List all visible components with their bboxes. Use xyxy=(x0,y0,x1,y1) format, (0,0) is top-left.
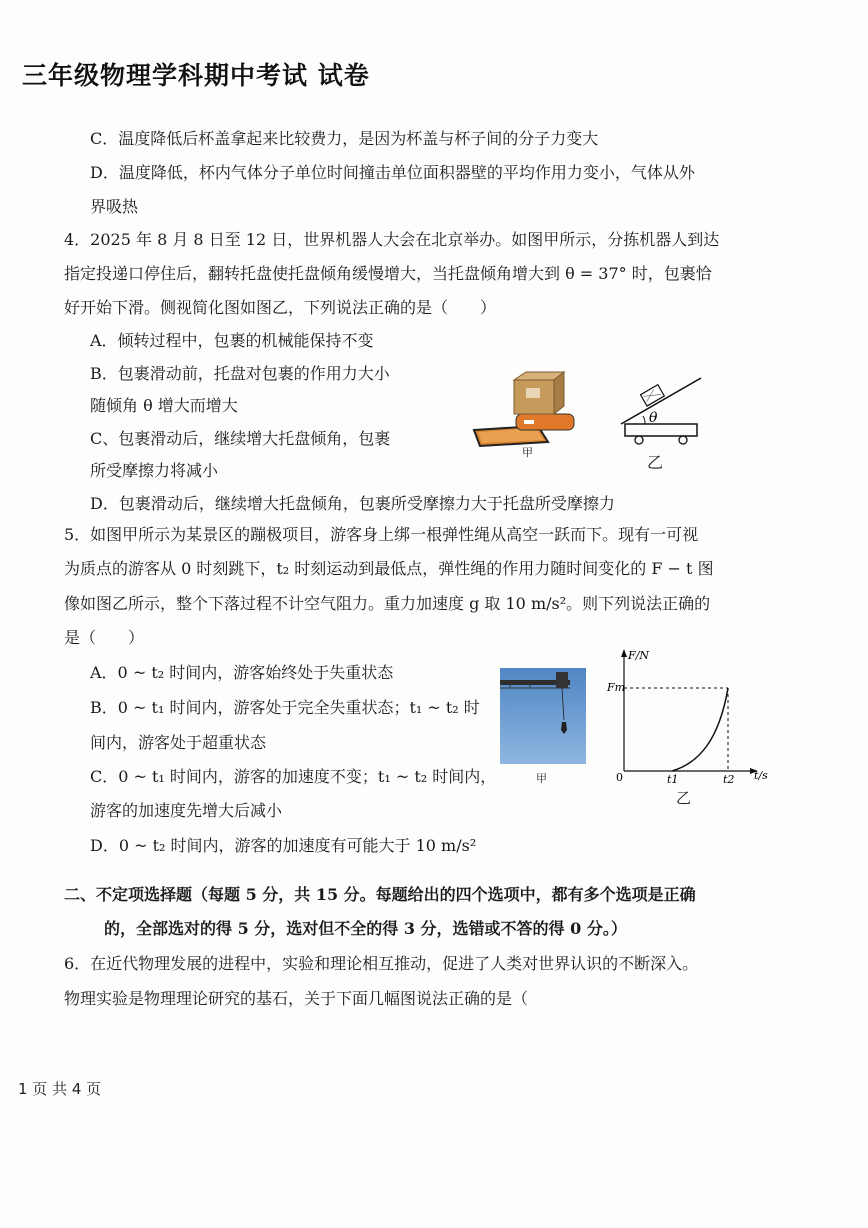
q5-stem-line4: 是（ ） xyxy=(64,628,145,647)
section2-heading-line1: 二、不定项选择题（每题 5 分，共 15 分。每题给出的四个选项中，都有多个选项是正确 xyxy=(64,885,696,904)
q5-stem-line3: 像如图乙所示，整个下落过程不计空气阻力。重力加速度 g 取 10 m/s²。则下列说法正确的 xyxy=(64,594,711,613)
q4-option-b-line2: 随倾角 θ 增大而增大 xyxy=(90,396,238,415)
x-axis-label: t/s xyxy=(754,769,768,782)
q5-option-d: D．0 ~ t₂ 时间内，游客的加速度有可能大于 10 m/s² xyxy=(90,836,477,855)
bungee-photo xyxy=(500,668,586,764)
q4-figure-jia-label: 甲 xyxy=(522,446,533,459)
q4-stem-line1: 4．2025 年 8 月 8 日至 12 日，世界机器人大会在北京举办。如图甲所示，分拣机器人到达 xyxy=(64,230,720,249)
q4-option-c-line2: 所受摩擦力将减小 xyxy=(90,461,219,480)
q4-figure-yi-label: 乙 xyxy=(647,453,664,472)
fm-label: Fm xyxy=(607,681,626,694)
q4-stem-line3: 好开始下滑。侧视简化图如图乙，下列说法正确的是（ ） xyxy=(64,298,497,317)
q4-option-c-line1: C、包裹滑动后，继续增大托盘倾角，包裹 xyxy=(90,429,391,448)
q5-option-c-line2: 游客的加速度先增大后减小 xyxy=(90,801,283,820)
t1-label: t1 xyxy=(667,773,679,785)
q4-option-b-line1: B．包裹滑动前，托盘对包裹的作用力大小 xyxy=(90,364,390,383)
q4-theta-label: θ xyxy=(649,410,658,426)
q5-option-c-line1: C．0 ~ t₁ 时间内，游客的加速度不变；t₁ ~ t₂ 时间内， xyxy=(90,767,497,786)
incline-diagram xyxy=(615,372,710,447)
q5-figure-jia xyxy=(500,668,586,784)
q6-stem-line2: 物理实验是物理理论研究的基石，关于下面几幅图说法正确的是（ xyxy=(64,989,529,1008)
force-curve xyxy=(672,688,728,771)
q4-option-a: A．倾转过程中，包裹的机械能保持不变 xyxy=(90,331,374,350)
q5-option-a: A．0 ~ t₂ 时间内，游客始终处于失重状态 xyxy=(90,663,394,682)
q3-option-c: C．温度降低后杯盖拿起来比较费力，是因为杯盖与杯子间的分子力变大 xyxy=(90,129,599,148)
q6-stem-line1: 6．在近代物理发展的进程中，实验和理论相互推动，促进了人类对世界认识的不断深入。 xyxy=(64,954,699,973)
force-time-graph xyxy=(604,645,780,785)
q3-option-d-line1: D．温度降低，杯内气体分子单位时间撞击单位面积器壁的平均作用力变小，气体从外 xyxy=(90,163,695,182)
q5-option-b-line1: B．0 ~ t₁ 时间内，游客处于完全失重状态；t₁ ~ t₂ 时 xyxy=(90,698,480,717)
q4-stem-line2: 指定投递口停住后，翻转托盘使托盘倾角缓慢增大，当托盘倾角增大到 θ = 37° 时，包裹恰 xyxy=(64,264,712,283)
origin-label: 0 xyxy=(616,771,623,784)
q3-option-d-line2: 界吸热 xyxy=(90,197,139,216)
t2-label: t2 xyxy=(723,773,735,785)
q5-figure-yi xyxy=(604,645,780,810)
q5-stem-line2: 为质点的游客从 0 时刻跳下，t₂ 时刻运动到最低点，弹性绳的作用力随时间变化的 F − t 图 xyxy=(64,559,714,578)
q5-option-b-line2: 间内，游客处于超重状态 xyxy=(90,733,267,752)
q4-option-d: D．包裹滑动后，继续增大托盘倾角，包裹所受摩擦力大于托盘所受摩擦力 xyxy=(90,494,615,513)
sorting-robot-illustration xyxy=(466,358,591,458)
q5-figure-jia-label: 甲 xyxy=(536,772,547,785)
y-axis-label: F/N xyxy=(628,649,649,662)
page-footer: 1 页 共 4 页 xyxy=(18,1080,102,1098)
q4-figure-yi xyxy=(615,372,710,472)
q5-stem-line1: 5．如图甲所示为某景区的蹦极项目，游客身上绑一根弹性绳从高空一跃而下。现有一可视 xyxy=(64,525,699,544)
q5-figure-yi-label: 乙 xyxy=(676,789,692,807)
q4-figure-jia xyxy=(466,358,591,458)
section2-heading-line2: 的，全部选对的得 5 分，选对但不全的得 3 分，选错或不答的得 0 分。） xyxy=(104,919,627,938)
exam-title: 三年级物理学科期中考试 试卷 xyxy=(22,61,370,90)
